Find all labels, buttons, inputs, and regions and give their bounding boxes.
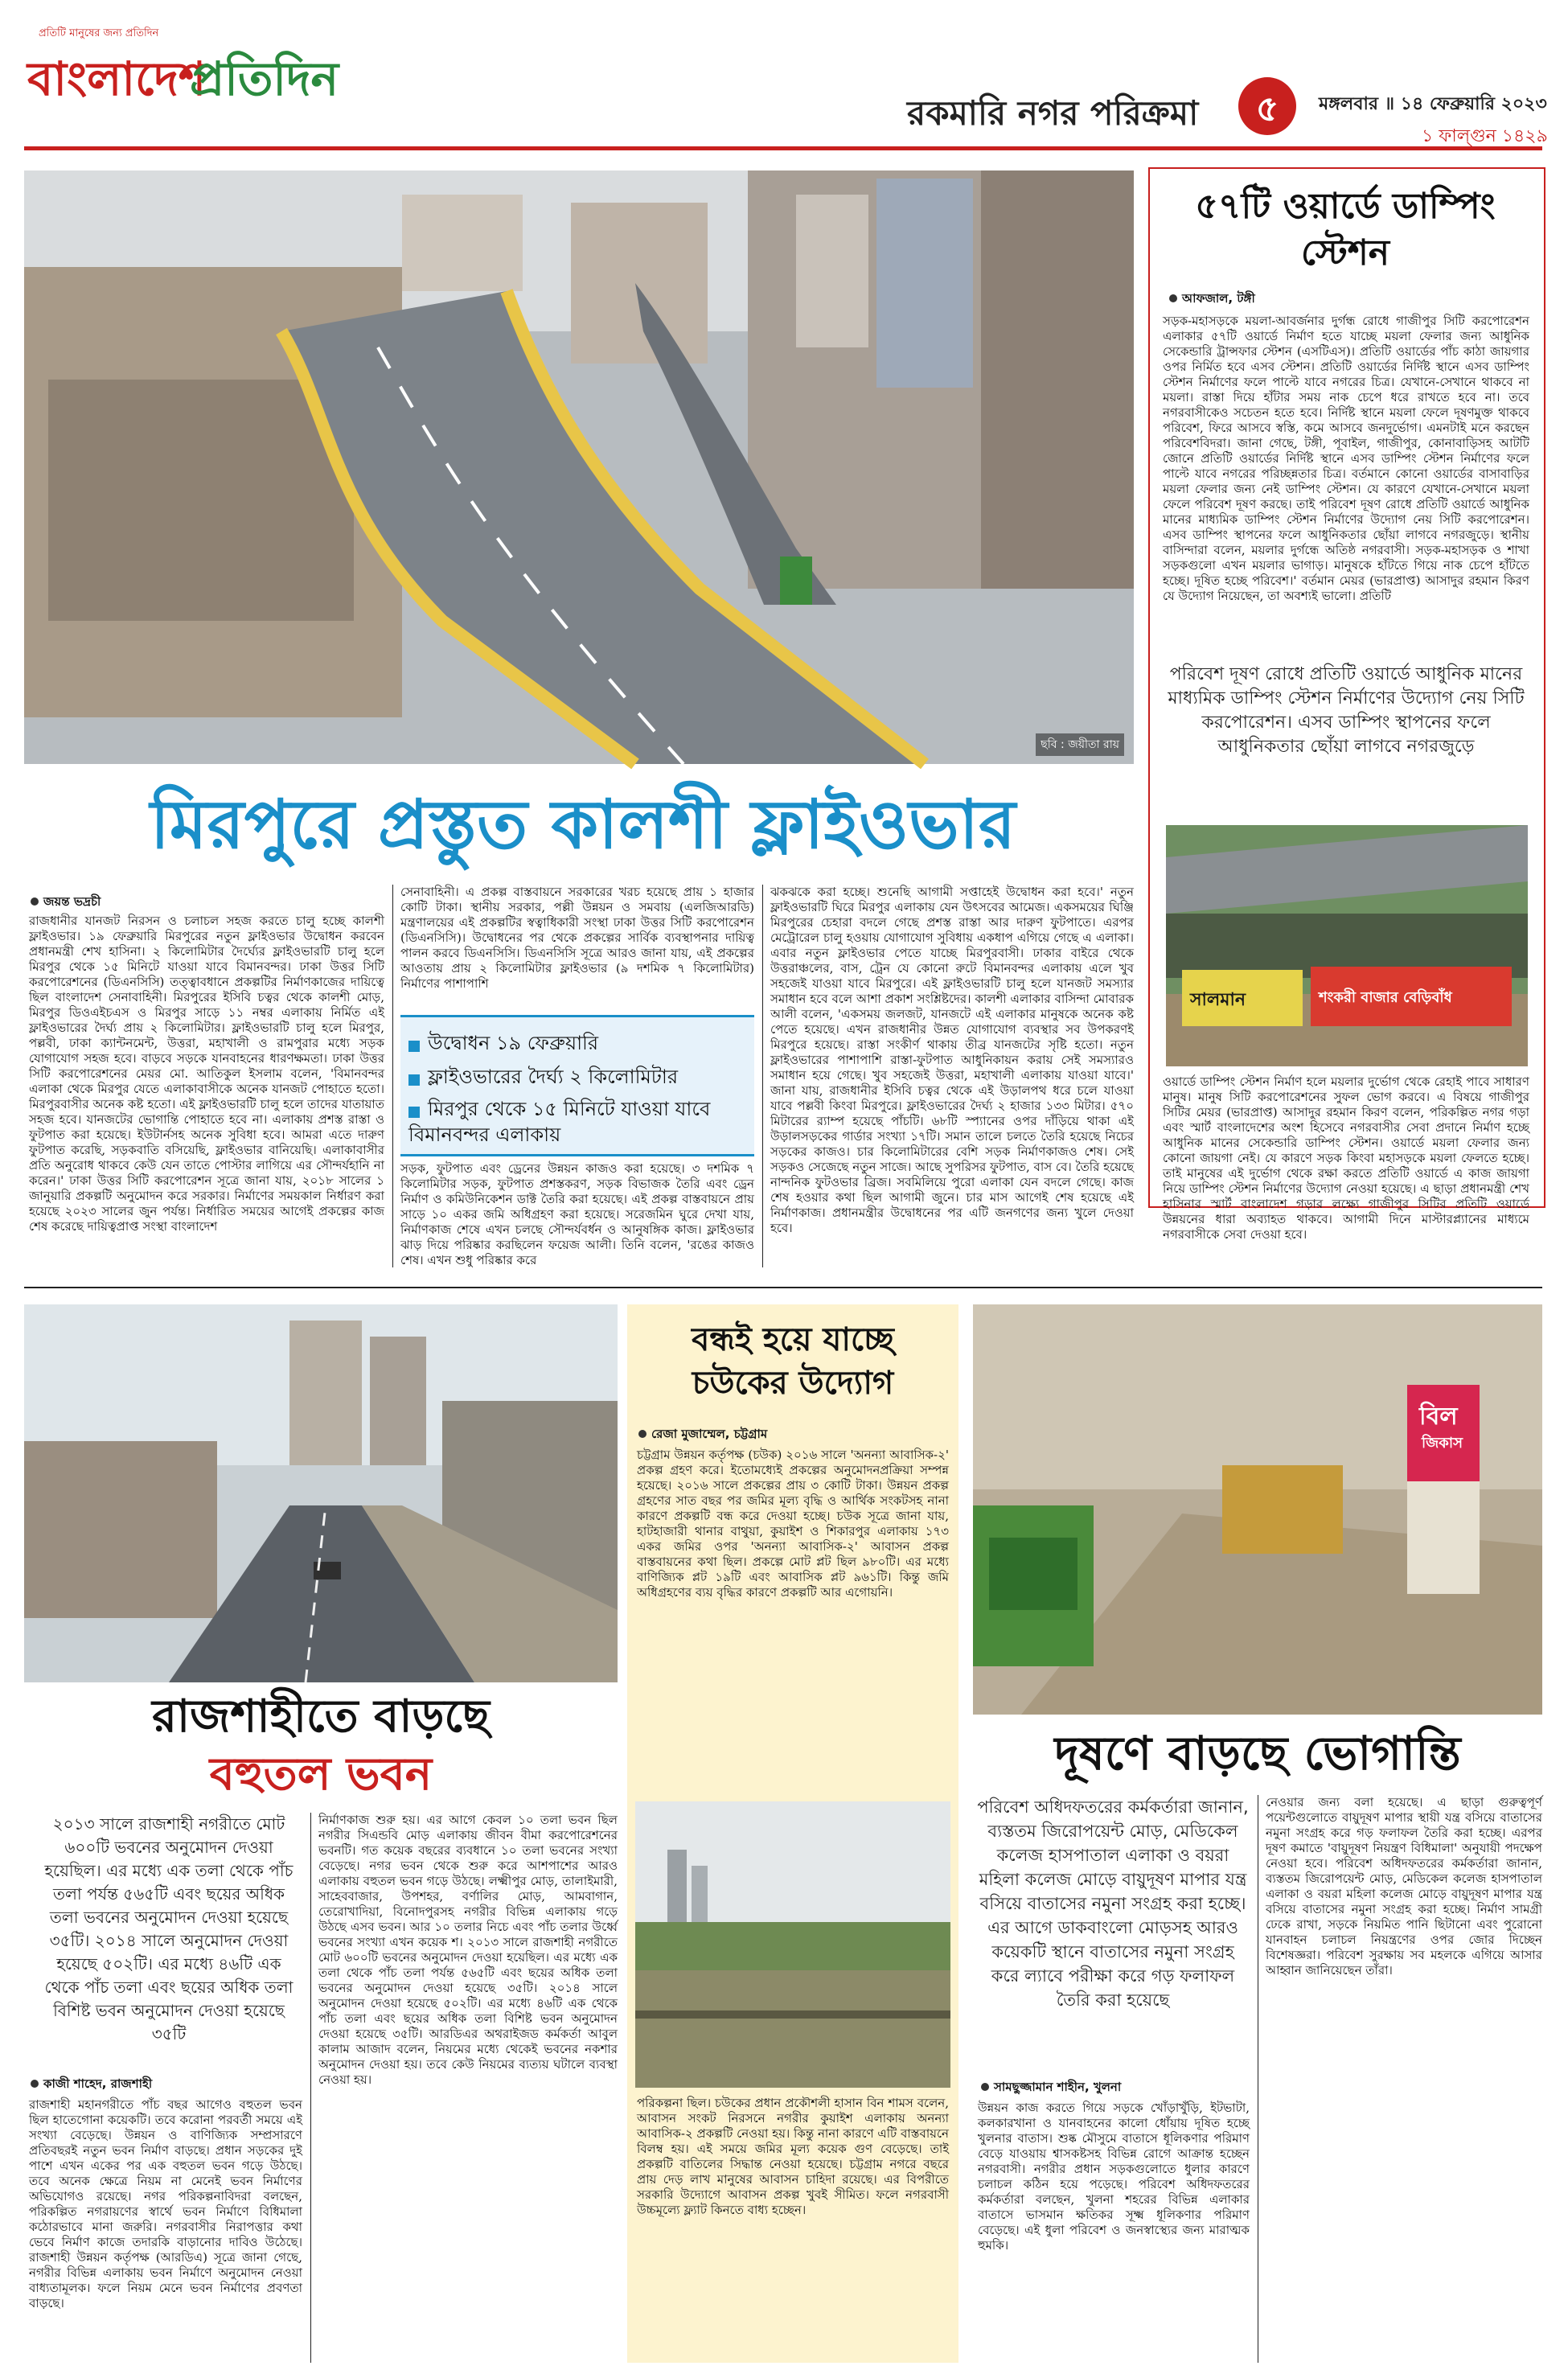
- main-col-2-bottom: সড়ক, ফুটপাত এবং ড্রেনের উন্নয়ন কাজও করা হয়েছে। ৩ দশমিক ৭ কিলোমিটার সড়ক, ফুটপাত প্রশস্তকরণ, সড়ক বিভাজক তৈরি এবং ড্রেন নির্মাণ ও কমিউনিকেশন ডাক্ট তৈরি করা হয়েছে। এই প্রকল্প বাস্তবায়নে প্রায় সাড়ে ১০ একর জমি অধিগ্রহণ করা হয়েছে। সরেজমিন ঘুরে দেখা যায়, নির্মাণকাজ শেষে এখন চলছে সৌন্দর্যবর্ধন ও আনুষঙ্গিক কাজ। ফ্লাইওভার ঝাড় দিয়ে পরিষ্কার করছিলেন ফয়েজ আলী। তিনি বলেন, 'রঙের কাজও শেষ। এখন শুধু পরিষ্কার করে: [400, 1161, 754, 1267]
- khulna-billboard-text-1: বিল: [1419, 1403, 1458, 1431]
- chattogram-body-bottom: পরিকল্পনা ছিল। চউকের প্রধান প্রকৌশলী হাসান বিন শামস বলেন, আবাসন সংকট নিরসনে নগরীর কুয়াইশ এলাকায় অনন্যা আবাসিক-২ প্রকল্পটি নেওয়া হয়। কিন্তু নানা কারণে এটি বাস্তবায়নে বিলম্ব হয়। এই সময়ে জমির মূল্য কয়েক গুণ বেড়েছে। তাই প্রকল্পটি বাতিলের সিদ্ধান্ত নেওয়া হয়েছে। চট্টগ্রাম নগরে বছরে প্রায় দেড় লাখ মানুষের আবাসন চাহিদা রয়েছে। এর বিপরীতে সরকারি উদ্যোগে আবাসন প্রকল্প খুবই সীমিত। ফলে নগরবাসী উচ্চমূল্যে ফ্ল্যাট কিনতে বাধ্য হচ্ছেন।: [637, 2096, 949, 2217]
- khulna-col-2: নেওয়ার জন্য বলা হয়েছে। এ ছাড়া গুরুত্বপূর্ণ পয়েন্টগুলোতে বায়ুদূষণ মাপার স্থায়ী যন্ত্র বসিয়ে বাতাসের নমুনা সংগ্রহ করে গড় ফলাফল তৈরি করা হচ্ছে। এরপর দূষণ কমাতে 'বায়ুদূষণ নিয়ন্ত্রণ বিধিমালা' অনুযায়ী পদক্ষেপ নেওয়া হবে। পরিবেশ অধিদফতরের কর্মকর্তারা জানান, ব্যস্ততম জিরোপয়েন্ট মোড়, মেডিকেল কলেজ হাসপাতাল এলাকা ও বয়রা মহিলা কলেজ মোড়ে বায়ুদূষণ মাপার যন্ত্র বসিয়ে বাতাসের নমুনা সংগ্রহ করা হচ্ছে। নির্মাণ সামগ্রী ঢেকে রাখা, সড়কে নিয়মিত পানি ছিটানো এবং পুরোনো যানবাহন চলাচল নিয়ন্ত্রণের ওপর জোর দিচ্ছেন বিশেষজ্ঞরা। পরিবেশ সুরক্ষায় সব মহলকে এগিয়ে আসার আহ্বান জানিয়েছেন তাঁরা।: [1266, 1795, 1542, 1978]
- khulna-byline: [981, 2078, 1121, 2098]
- khulna-pull-quote: পরিবেশ অধিদফতরের কর্মকর্তারা জানান, ব্যস্ততম জিরোপয়েন্ট মোড়, মেডিকেল কলেজ হাসপাতাল এলাকা ও বয়রা মহিলা কলেজ মোড়ে বায়ুদূষণ মাপার যন্ত্র বসিয়ে বাতাসের নমুনা সংগ্রহ করা হচ্ছে। এর আগে ডাকবাংলো মোড়সহ আরও কয়েকটি স্থানে বাতাসের নমুনা সংগ্রহ করে ল্যাবে পরীক্ষা করে গড় ফলাফল তৈরি করা হয়েছে: [977, 1797, 1249, 2010]
- khulna-billboard-text-2: জিকাস: [1422, 1435, 1463, 1452]
- rajshahi-intro: ২০১৩ সালে রাজশাহী নগরীতে মোট ৬০০টি ভবনের অনুমোদন দেওয়া হয়েছিল। এর মধ্যে এক তলা থেকে পাঁচ তলা পর্যন্ত ৫৬৫টি এবং ছয়ের অধিক তলা ভবনের অনুমোদন দেওয়া হয়েছে ৩৫টি। ২০১৪ সালে অনুমোদন দেওয়া হয়েছে ৫০২টি। এর মধ্যে ৪৬টি এক থেকে পাঁচ তলা এবং ছয়ের অধিক তলা বিশিষ্ট ভবন অনুমোদন দেওয়া হয়েছে ৩৫টি: [44, 1814, 293, 2043]
- khulna-illustration: [973, 1304, 1542, 1715]
- dumping-sign-text-1: সালমান: [1190, 990, 1246, 1010]
- khulna-byline-text: সামছুজ্জামান শাহীন, খুলনা: [994, 2080, 1122, 2094]
- highlight-item: [408, 1029, 746, 1061]
- rajshahi-byline: [31, 2075, 152, 2095]
- dumping-station-illustration: [1166, 825, 1528, 1066]
- byline-bullet: [31, 897, 39, 906]
- highlight-marker-icon: [408, 1107, 420, 1118]
- chattogram-headline-line1: বন্ধই হয়ে যাচ্ছে: [692, 1321, 894, 1358]
- column-divider: [310, 1813, 311, 2363]
- main-col-1: রাজধানীর যানজট নিরসন ও চলাচল সহজ করতে চালু হচ্ছে কালশী ফ্লাইওভার। ১৯ ফেব্রুয়ারি মিরপুরের নতুন ফ্লাইওভার উদ্বোধন করবেন প্রধানমন্ত্রী শেখ হাসিনা। ২ কিলোমিটার দৈর্ঘ্যের ফ্লাইওভারটি চালু হলে মিরপুর থেকে ১৫ মিনিটে যাওয়া যাবে বিমানবন্দর। ঢাকা উত্তর সিটি করপোরেশনের (ডিএনসিসি) তত্ত্বাবধানে প্রকল্পটির নির্মাণকাজের দায়িত্বে ছিল বাংলাদেশ সেনাবাহিনী। মিরপুরের ইসিবি চত্বর থেকে কালশী মোড়, মিরপুর ডিওএইচএস ও মিরপুর সাড়ে ১১ নম্বর এলাকায় নির্মিত এই ফ্লাইওভারের দৈর্ঘ্য প্রায় ২ কিলোমিটার। ফ্লাইওভারটি চালু হলে মিরপুর, পল্লবী, ঢাকা ক্যান্টনমেন্ট, উত্তরা, মহাখালী ও রামপুরার মধ্যে সড়ক যোগাযোগ সহজ হবে। বাড়বে সড়কে যানবাহনের ধারণক্ষমতা। ঢাকা উত্তর সিটি করপোরেশনের মেয়র মো. আতিকুল ইসলাম বলেন, 'বিমানবন্দর এলাকা থেকে মিরপুর যেতে এলাকাবাসীকে অনেক যানজট পোহাতে হতো। মিরপুরবাসীর অনেক কষ্ট হতো। এই ফ্লাইওভারটি চালু হলে তাদের যাতায়াত সহজ হবে। যানজটের ভোগান্তি পোহাতে হবে না। এলাকায় প্রশস্ত রাস্তা ও ফুটপাত করা হয়েছে। ইউটার্নসহ অনেক সুবিধা হবে। আমরা এতে দারুণ ফুটপাত করেছি, সড়কবাতি বসিয়েছি, ফ্লাইওভার বানিয়েছি। এলাকাবাসীর প্রতি অনুরোধ থাকবে কেউ যেন তাতে পোস্টার লাগিয়ে এর সৌন্দর্যহানি না করেন।' ঢাকা উত্তর সিটি করপোরেশন সূত্রে জানা যায়, ২০১৮ সালের ১ জানুয়ারি প্রকল্পটি অনুমোদন করে সরকার। নির্মাণের সময়কাল নির্ধারণ করা হয়েছে ২০২৩ সালের জুন পর্যন্ত। নির্ধারিত সময়ের আগেই প্রকল্পের কাজ শেষ করেছে দায়িত্বপ্রাপ্ত সংস্থা বাংলাদেশ: [29, 914, 384, 1234]
- highlight-text: উদ্বোধন ১৯ ফেব্রুয়ারি: [428, 1032, 599, 1054]
- masthead: [0, 0, 1568, 161]
- logo-text-sub: প্রতিদিন: [190, 51, 339, 106]
- highlight-text: মিরপুর থেকে ১৫ মিনিটে যাওয়া যাবে বিমানবন্দর এলাকায়: [408, 1098, 711, 1146]
- dumping-station-photo: [1166, 825, 1528, 1066]
- highlight-text: ফ্লাইওভারের দৈর্ঘ্য ২ কিলোমিটার: [428, 1066, 679, 1088]
- byline-bullet: [31, 2080, 39, 2088]
- flyover-photo: [24, 170, 1134, 764]
- byline-bullet: [1169, 294, 1177, 302]
- chattogram-headline-line2: চউকের উদ্যোগ: [692, 1365, 894, 1402]
- rajshahi-photo: [24, 1304, 618, 1682]
- masthead-rule: [24, 146, 1542, 150]
- khulna-col-1: উন্নয়ন কাজ করতে গিয়ে সড়কে খোঁড়াখুঁড়ি, ইটভাটা, কলকারখানা ও যানবাহনের কালো ধোঁয়ায় দূষিত হচ্ছে খুলনার বাতাস। শুষ্ক মৌসুমে বাতাসে ধূলিকণার পরিমাণ বেড়ে যাওয়ায় শ্বাসকষ্টসহ বিভিন্ন রোগে আক্রান্ত হচ্ছেন নগরবাসী। নগরীর প্রধান সড়কগুলোতে ধুলার কারণে চলাচল কঠিন হয়ে পড়েছে। পরিবেশ অধিদফতরের কর্মকর্তারা বলছেন, খুলনা শহরের বিভিন্ন এলাকার বাতাসে ভাসমান ক্ষতিকর সূক্ষ্ম ধূলিকণার পরিমাণ বেড়েছে। এই ধুলা পরিবেশ ও জনস্বাস্থ্যের জন্য মারাত্মক হুমকি।: [978, 2101, 1250, 2253]
- rajshahi-headline-line1: রাজশাহীতে বাড়ছে: [152, 1690, 490, 1743]
- rajshahi-col-2: নির্মাণকাজ শুরু হয়। এর আগে কেবল ১০ তলা ভবন ছিল নগরীর সিএন্ডবি মোড় এলাকায় জীবন বীমা করপোরেশনের ভবনটি। গত কয়েক বছরের ব্যবধানে ১০ তলা ভবনের সংখ্যা বেড়েছে। নগর ভবন থেকে শুরু করে আশপাশের আরও এলাকায় বহুতল ভবন গড়ে উঠছে। লক্ষ্মীপুর মোড়, তালাইমারী, সাহেববাজার, উপশহর, বর্ণালির মোড়, আমবাগান, তেরোখাদিয়া, বিনোদপুরসহ নগরীর বিভিন্ন এলাকায় গড়ে উঠছে এসব ভবন। আর ১০ তলার নিচে এবং পাঁচ তলার উর্ধ্বে ভবনের সংখ্যা এখন কয়েক শ। ২০১৩ সালে রাজশাহী নগরীতে মোট ৬০০টি ভবনের অনুমোদন দেওয়া হয়েছিল। এর মধ্যে এক তলা থেকে পাঁচ তলা পর্যন্ত ৫৬৫টি এবং ছয়ের অধিক তলা ভবনের অনুমোদন দেওয়া হয়েছে ৩৫টি। ২০১৪ সালে অনুমোদন দেওয়া হয়েছে ৫০২টি। এর মধ্যে ৪৬টি এক থেকে পাঁচ তলা এবং ছয়ের অধিক তলা বিশিষ্ট ভবন অনুমোদন দেওয়া হয়েছে ৩৫টি। আরডিএর অথরাইজড কর্মকর্তা আবুল কালাম আজাদ বলেন, নিয়মের মধ্যে থেকেই ভবনের নকশার অনুমোদন দেওয়া হয়। তবে কেউ নিয়মের ব্যত্যয় ঘটালে ব্যবস্থা নেওয়া হয়।: [318, 1813, 618, 2087]
- side-headline-text: ৫৭টি ওয়ার্ডে ডাম্পিং স্টেশন: [1195, 186, 1496, 273]
- side-story-byline: [1169, 290, 1255, 310]
- page-number: ৫: [1255, 88, 1279, 129]
- rajshahi-headline-line2: বহুতল ভবন: [209, 1748, 433, 1801]
- highlight-marker-icon: [408, 1074, 420, 1086]
- side-story-body2: ওয়ার্ডে ডাম্পিং স্টেশন নির্মাণ হলে ময়লার দুর্ভোগ থেকে রেহাই পাবে সাধারণ মানুষ। মানুষ সিটি করপোরেশনের সুফল ভোগ করবে। এ বিষয়ে গাজীপুর সিটির মেয়র (ভারপ্রাপ্ত) আসাদুর রহমান কিরণ বলেন, পরিকল্পিত নগর গড়া এবং স্মার্ট বাংলাদেশের অংশ হিসেবে নগরবাসীর সেবা প্রদানে নির্মাণ হচ্ছে আধুনিক মানের সেকেন্ডারি ডাম্পিং স্টেশন। ওয়ার্ডে ময়লা ফেলার জন্য কোনো জায়গা নেই। যে কারণে সড়ক কিংবা মহাসড়কে ময়লা ফেলতে হচ্ছে। তাই মানুষের এই দুর্ভোগ থেকে রক্ষা করতে প্রতিটি ওয়ার্ডে এ কাজ জায়গা নিয়ে ডাম্পিং স্টেশন নির্মাণের উদ্যোগ নেওয়া হয়েছে। এ ছাড়া প্রধানমন্ত্রী শেখ হাসিনার স্মার্ট বাংলাদেশ গড়ার লক্ষ্যে গাজীপুর সিটির প্রতিটি ওয়ার্ডে উন্নয়নের ধারা অব্যাহত থাকবে। আগামী দিনে মাস্টারপ্ল্যানের মাধ্যমে নগরবাসীকে সেবা দেওয়া হবে।: [1163, 1074, 1529, 1242]
- chattogram-body-top: চট্টগ্রাম উন্নয়ন কর্তৃপক্ষ (চউক) ২০১৬ সালে 'অনন্যা আবাসিক-২' প্রকল্প গ্রহণ করে। ইতোমধ্যেই প্রকল্পের অনুমোদনপ্রক্রিয়া সম্পন্ন হয়েছে। ২০১৬ সালে প্রকল্পের প্রায় ৩ কোটি টাকা। উন্নয়ন প্রকল্প গ্রহণের সাত বছর পর জমির মূল্য বৃদ্ধি ও আর্থিক সংকটসহ নানা কারণে প্রকল্পটি বন্ধ করে দেওয়া হচ্ছে। চউক সূত্রে জানা যায়, হাটহাজারী থানার বাথুয়া, কুয়াইশ ও শিকারপুর এলাকায় ১৭৩ একর জমির ওপর 'অনন্যা আবাসিক-২' আবাসন প্রকল্প বাস্তবায়নের কথা ছিল। প্রকল্পে মোট প্লট ছিল ৯৮০টি। এর মধ্যে বাণিজ্যিক প্লট ১৯টি এবং আবাসিক প্লট ৯৬১টি। কিন্তু জমি অধিগ্রহণের ব্যয় বৃদ্ধির কারণে প্রকল্পটি আর এগোয়নি।: [637, 1448, 949, 1600]
- date-line-bangla: ১ ফাল্গুন ১৪২৯: [1422, 126, 1548, 146]
- side-story-body: সড়ক-মহাসড়কে ময়লা-আবর্জনার দুর্গন্ধ রোধে গাজীপুর সিটি করপোরেশন এলাকার ৫৭টি ওয়ার্ডে নির্মাণ হতে যাচ্ছে ময়লা ফেলার জন্য আধুনিক সেকেন্ডারি ট্রান্সফার স্টেশন (এসটিএস)। প্রতিটি ওয়ার্ডের পাঁচ কাঠা জায়গার ওপর নির্মিত হবে এসব স্টেশন। প্রতিটি ওয়ার্ডের নির্দিষ্ট স্থানে এসব ডাম্পিং স্টেশন নির্মাণের ফলে পাল্টে যাবে নগরের চিত্র। যেখানে-সেখানে থাকবে না ময়লা। রাস্তা দিয়ে হাঁটার সময় নাক চেপে ধরে রাখতে হবে না। তবে নগরবাসীকেও সচেতন হতে হবে। নির্দিষ্ট স্থানে ময়লা ফেলে দূষণমুক্ত থাকবে পরিবেশ, ফিরে আসবে স্বস্তি, কমে আসবে জনদুর্ভোগ। এমনটাই মনে করছেন পরিবেশবিদরা। জানা গেছে, টঙ্গী, পূবাইল, গাজীপুর, কোনাবাড়িসহ আটটি জোনে প্রতিটি ওয়ার্ডের নির্দিষ্ট স্থানে এসব ডাম্পিং স্টেশন নির্মাণের ফলে পাল্টে যাবে নগরের পরিচ্ছন্নতার চিত্র। বর্তমানে কোনো ওয়ার্ডের বাসাবাড়ির ময়লা ফেলার জন্য নেই ডাম্পিং স্টেশন। যে কারণে যেখানে-সেখানে ময়লা ফেলে পরিবেশ দূষণ করছে। তাই পরিবেশ দূষণ রোধে প্রতিটি ওয়ার্ডে আধুনিক মানের মাধ্যমিক ডাম্পিং স্টেশন নির্মাণের উদ্যোগ নেয় সিটি করপোরেশন। এসব ডাম্পিং স্থাপনের ফলে আধুনিকতার ছোঁয়া লাগবে নগরজুড়ে। স্থানীয় বাসিন্দারা বলেন, ময়লার দুর্গন্ধে অতিষ্ঠ নগরবাসী। সড়ক-মহাসড়ক ও শাখা সড়কগুলো এখন ময়লার ভাগাড়। মানুষকে হাঁটতে গিয়ে নাক চেপে হাঁটতে হচ্ছে। দূষিত হচ্ছে পরিবেশ।' বর্তমান মেয়র (ভারপ্রাপ্ত) আসাদুর রহমান কিরণ যে উদ্যোগ নিয়েছেন, তা অবশ্যই ভালো। প্রতিটি: [1163, 314, 1529, 603]
- highlight-item: [408, 1062, 746, 1095]
- flyover-illustration: [24, 170, 1134, 764]
- main-byline-text: জয়ন্ত ভদ্রচী: [43, 894, 101, 909]
- side-pull-quote: পরিবেশ দূষণ রোধে প্রতিটি ওয়ার্ডে আধুনিক মানের মাধ্যমিক ডাম্পিং স্টেশন নির্মাণের উদ্যোগ নেয় সিটি করপোরেশন। এসব ডাম্পিং স্থাপনের ফলে আধুনিকতার ছোঁয়া লাগবে নগরজুড়ে: [1168, 664, 1525, 757]
- chattogram-byline: [638, 1425, 767, 1445]
- main-col-2-top: সেনাবাহিনী। এ প্রকল্প বাস্তবায়নে সরকারের খরচ হয়েছে প্রায় ১ হাজার কোটি টাকা। স্থানীয় সরকার, পল্লী উন্নয়ন ও সমবায় (এলজিআরডি) মন্ত্রণালয়ের এই প্রকল্পটির স্বত্বাধিকারী সংস্থা ঢাকা উত্তর সিটি করপোরেশন (ডিএনসিসি)। উদ্বোধনের পর থেকে প্রকল্পের সার্বিক ব্যবস্থাপনার দায়িত্ব পালন করবে ডিএনসিসি। ডিএনসিসি সূত্রে আরও জানা যায়, এই প্রকল্পের আওতায় প্রায় ২ কিলোমিটার ফ্লাইওভার (৯ দশমিক ৭ কিলোমিটার) নির্মাণের পাশাপাশি: [400, 885, 754, 991]
- highlights-box: [400, 1015, 754, 1156]
- side-byline-text: আফজাল, টঙ্গী: [1182, 291, 1255, 306]
- khulna-photo: [973, 1304, 1542, 1715]
- highlight-marker-icon: [408, 1041, 420, 1052]
- main-headline: মিরপুরে প্রস্তুত কালশী ফ্লাইওভার: [150, 785, 1016, 864]
- main-col-3: ঝকঝকে করা হচ্ছে। শুনেছি আগামী সপ্তাহেই উদ্বোধন করা হবে।' নতুন ফ্লাইওভারটি ঘিরে মিরপুর এলাকায় যেন উৎসবের আমেজ। একসময়ের ঘিঞ্জি মিরপুরের চেহারা বদলে গেছে প্রশস্ত রাস্তা আর দারুণ ফুটপাতে। এরপর মেট্রোরেল চালু হওয়ায় যোগাযোগ সুবিধায় একধাপ এগিয়ে গেছে এ এলাকা। এবার নতুন ফ্লাইওভার পেতে যাচ্ছে মিরপুরবাসী। ঢাকার বাইরে থেকে উত্তরাঞ্চলের, বাস, ট্রেন যে কোনো রুটে বিমানবন্দর এলাকায় এলে খুব সহজেই যাওয়া যাবে মিরপুরে। এই ফ্লাইওভারটি চালু হলে যানজট সমস্যার সমাধান হবে বলে আশা প্রকাশ সংশ্লিষ্টদের। কালশী এলাকার বাসিন্দা মোবারক আলী বলেন, 'একসময় জলজট, যানজটে এই এলাকার মানুষকে অনেক কষ্ট পেতে হয়েছে। এখন রাজধানীর উন্নত যোগাযোগ ব্যবস্থার সব উপকরণই মিরপুরে হয়েছে। রাস্তা সংকীর্ণ থাকায় তীব্র যানজটের সৃষ্টি হতো। নতুন ফ্লাইওভারের পাশাপাশি রাস্তা-ফুটপাত আধুনিকায়ন করায় সেই সমস্যারও সমাধান হয়ে গেছে। খুব সহজেই উত্তরা, মহাখালী এলাকায় যাওয়া যাবে।' জানা যায়, রাজধানীর ইসিবি চত্বর থেকে এই উড়ালপথ ধরে চলে যাওয়া যাবে পল্লবী কিংবা মিরপুরে। ফ্লাইওভারের দৈর্ঘ্য ২ হাজার ১৩৩ মিটার। ৫৭০ মিটারের র‌্যাম্প হয়েছে পাঁচটি। ৬৮টি স্প্যানের ওপর দাঁড়িয়ে থাকা এই উড়ালসড়কের গার্ডার সংখ্যা ১৭টি। সমান তালে চলতে তৈরি হয়েছে নিচের সড়কের কাজও। চার কিলোমিটারের বেশি সড়ক নির্মাণকাজও শেষ। সেই সড়কও সেজেছে নতুন সাজে। আছে সুপরিসর ফুটপাত, বাস বে। তৈরি হয়েছে নান্দনিক ফুটওভার ব্রিজ। সবমিলিয়ে পুরো এলাকা যেন বদলে গেছে। কাজ শেষ হওয়ার কথা ছিল আগামী জুনে। চার মাস আগেই শেষ হয়েছে এই নির্মাণকাজ। প্রধানমন্ত্রীর উদ্বোধনের পর এটি জনগণের জন্য খুলে দেওয়া হবে।: [770, 885, 1134, 1235]
- section-title: রকমারি নগর পরিক্রমা: [907, 93, 1199, 133]
- rajshahi-col-1: রাজশাহী মহানগরীতে পাঁচ বছর আগেও বহুতল ভবন ছিল হাতেগোনা কয়েকটি। তবে করোনা পরবর্তী সময়ে এই সংখ্যা বেড়েছে। উন্নয়ন ও বাণিজ্যিক সম্প্রসারণে প্রতিবছরই নতুন ভবন নির্মাণ বাড়ছে। প্রধান সড়কের দুই পাশে এখন একের পর এক বহুতল ভবন গড়ে উঠছে। তবে অনেক ক্ষেত্রে নিয়ম না মেনেই ভবন নির্মাণের অভিযোগও রয়েছে। নগর পরিকল্পনাবিদরা বলছেন, পরিকল্পিত নগরায়ণের স্বার্থে ভবন নির্মাণে বিধিমালা কঠোরভাবে মানা জরুরি। নগরবাসীর নিরাপত্তার কথা ভেবে নির্মাণ কাজে তদারকি বাড়ানোর দাবিও উঠেছে। রাজশাহী উন্নয়ন কর্তৃপক্ষ (আরডিএ) সূত্রে জানা গেছে, নগরীর বিভিন্ন এলাকায় ভবন নির্মাণে অনুমোদন নেওয়া বাধ্যতামূলক। ফলে নিয়ম মেনে ভবন নির্মাণের প্রবণতা বাড়ছে।: [29, 2097, 302, 2310]
- column-divider: [762, 885, 763, 1267]
- rajshahi-byline-text: কাজী শাহেদ, রাজশাহী: [43, 2076, 153, 2091]
- side-story-headline: [1158, 183, 1533, 277]
- logo[interactable]: [27, 16, 339, 113]
- date-line-gregorian: মঙ্গলবার ॥ ১৪ ফেব্রুয়ারি ২০২৩: [1319, 94, 1547, 114]
- byline-bullet: [638, 1430, 646, 1438]
- section-divider: [24, 1287, 1542, 1288]
- photo-credit: ছবি : জয়ীতা রায়: [1036, 733, 1124, 756]
- khulna-headline: দূষণে বাড়ছে ভোগান্তি: [1054, 1726, 1461, 1780]
- chattogram-byline-text: রেজা মুজাম্মেল, চট্টগ্রাম: [651, 1427, 768, 1441]
- logo-tagline: প্রতিটি মানুষের জন্য প্রতিদিন: [39, 27, 159, 39]
- rajshahi-illustration: [24, 1304, 618, 1682]
- column-divider: [392, 885, 393, 1267]
- byline-bullet: [981, 2083, 989, 2091]
- chattogram-photo: [635, 1801, 950, 2088]
- main-byline: [31, 893, 101, 913]
- page-number-badge: [1238, 77, 1296, 135]
- chattogram-illustration: [635, 1801, 950, 2088]
- logo-text-main: বাংলাদেশ: [27, 51, 207, 106]
- highlight-item: [408, 1096, 746, 1148]
- dumping-sign-text-2: শংকরী বাজার বেড়িবাঁধ: [1319, 989, 1452, 1006]
